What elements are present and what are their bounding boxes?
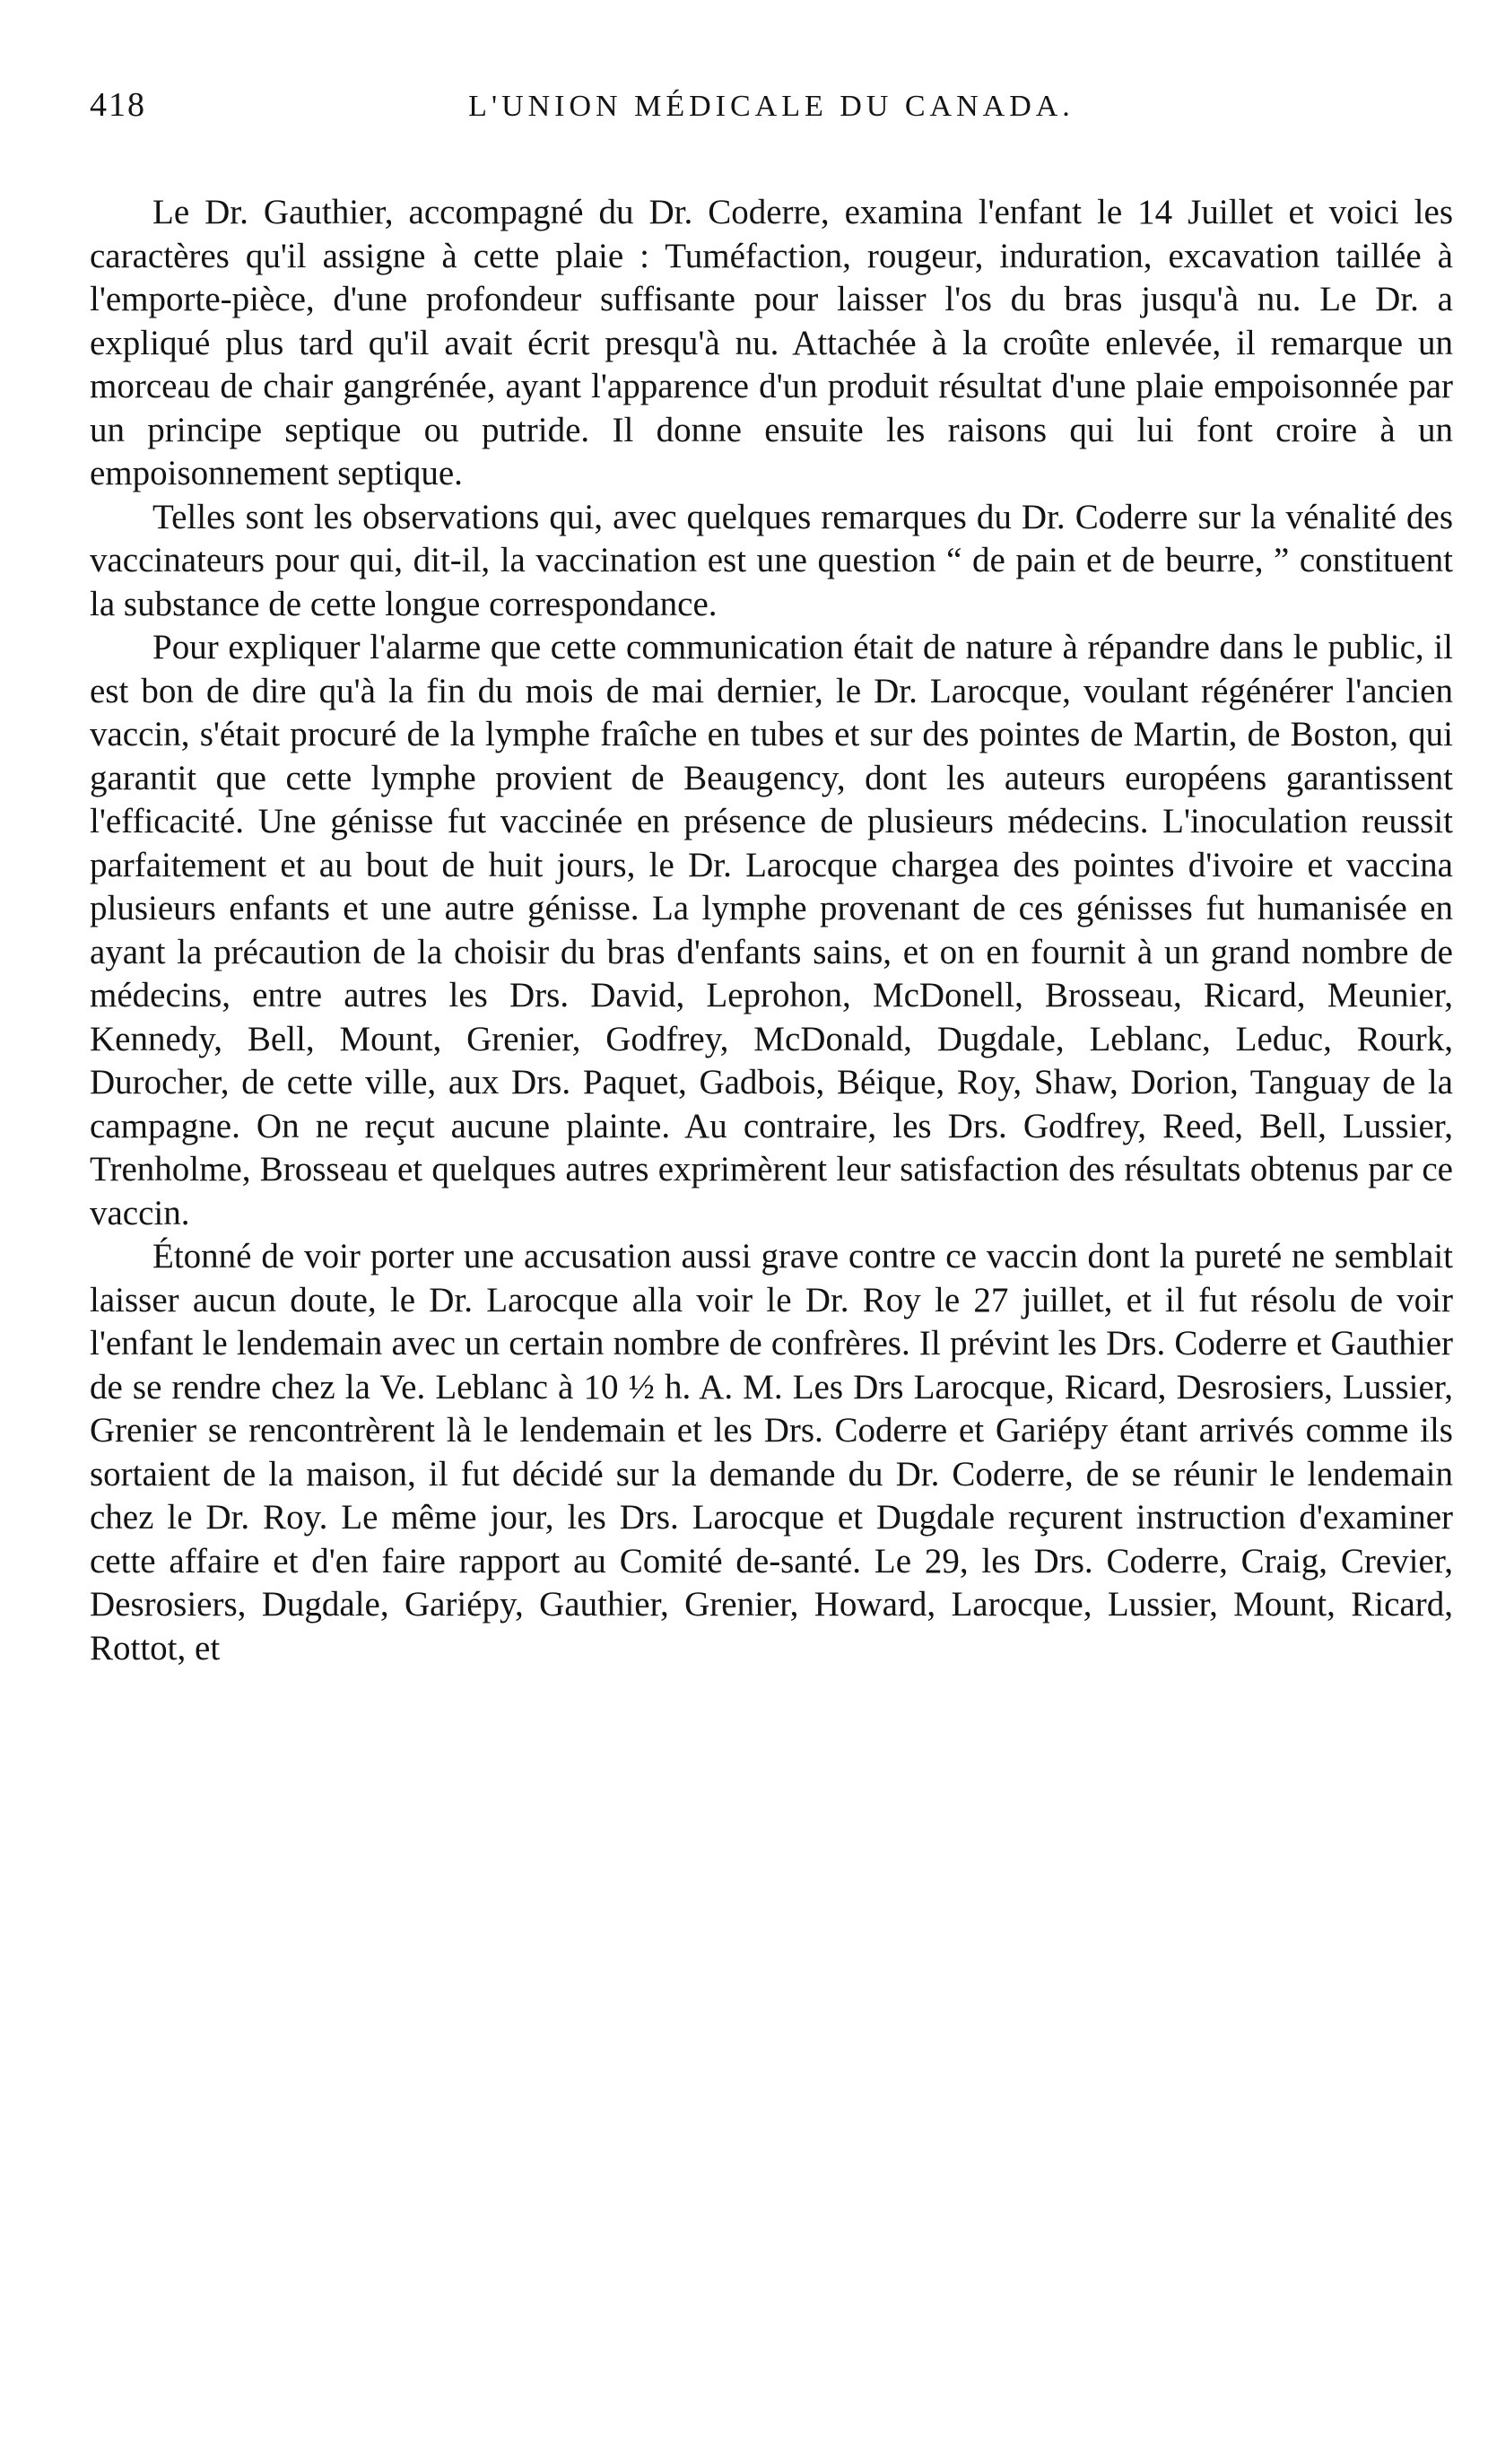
journal-title: L'UNION MÉDICALE DU CANADA. [468, 90, 1075, 123]
journal-page [90, 85, 1453, 1670]
page-number: 418 [90, 86, 146, 124]
paragraph-gauthier-examination: Le Dr. Gauthier, accompagné du Dr. Coderre, examina l'enfant le 14 Juillet et voici les caractères qu'il assigne à cette plaie : Tuméfaction, rougeur, induration, excavation taillée à l'emporte-pièce, d'une profondeur suffisante pour laisser l'os du bras jusqu'à nu. Le Dr. a expliqué plus tard qu'il avait écrit presqu'à nu. Attachée à la croûte enlevée, il remarque un morceau de chair gangrénée, ayant l'apparence d'un produit résultat d'une plaie empoisonnée par un principe septique ou putride. Il donne ensuite les raisons qui lui font croire à un empoisonnement septique. [90, 193, 1453, 492]
running-head [90, 85, 1453, 148]
article-body [90, 191, 1453, 1670]
paragraph-vaccine-origin: Pour expliquer l'alarme que cette communication était de nature à répandre dans le public, il est bon de dire qu'à la fin du mois de mai dernier, le Dr. Larocque, voulant régénérer l'ancien vaccin, s'était procuré de la lymphe fraîche en tubes et sur des pointes de Martin, de Boston, qui garantit que cette lymphe provient de Beaugency, dont les auteurs européens garantissent l'efficacité. Une génisse fut vaccinée en présence de plusieurs médecins. L'inoculation reussit parfaitement et au bout de huit jours, le Dr. Larocque chargea des pointes d'ivoire et vaccina plusieurs enfants et une autre génisse. La lymphe provenant de ces génisses fut humanisée en ayant la précaution de la choisir du bras d'enfants sains, et on en fournit à un grand nombre de médecins, entre autres les Drs. David, Leprohon, McDonell, Brosseau, Ricard, Meunier, Kennedy, Bell, Mount, Grenier, Godfrey, McDonald, Dugdale, Leblanc, Leduc, Rourk, Durocher, de cette ville, aux Drs. Paquet, Gadbois, Béique, Roy, Shaw, Dorion, Tanguay de la campagne. On ne reçut aucune plainte. Au contraire, les Drs. Godfrey, Reed, Bell, Lussier, Trenholme, Brosseau et quelques autres exprimèrent leur satisfaction des résultats obtenus par ce vaccin. [90, 628, 1453, 1232]
paragraph-investigation: Étonné de voir porter une accusation aussi grave contre ce vaccin dont la pureté ne semblait laisser aucun doute, le Dr. Larocque alla voir le Dr. Roy le 27 juillet, et il fut résolu de voir l'enfant le lendemain avec un certain nombre de confrères. Il prévint les Drs. Coderre et Gauthier de se rendre chez la Ve. Leblanc à 10 ½ h. A. M. Les Drs Larocque, Ricard, Desrosiers, Lussier, Grenier se rencontrèrent là le lendemain et les Drs. Coderre et Gariépy étant arrivés comme ils sortaient de la maison, il fut décidé sur la demande du Dr. Coderre, de se réunir le lendemain chez le Dr. Roy. Le même jour, les Drs. Larocque et Dugdale reçurent instruction d'examiner cette affaire et d'en faire rapport au Comité de-santé. Le 29, les Drs. Coderre, Craig, Crevier, Desrosiers, Dugdale, Gariépy, Gauthier, Grenier, Howard, Larocque, Lussier, Mount, Ricard, Rottot, et [90, 1237, 1453, 1667]
paragraph-observations: Telles sont les observations qui, avec quelques remarques du Dr. Coderre sur la vénalité des vaccinateurs pour qui, dit-il, la vaccination est une question “ de pain et de beurre, ” constituent la substance de cette longue correspondance. [90, 497, 1453, 623]
